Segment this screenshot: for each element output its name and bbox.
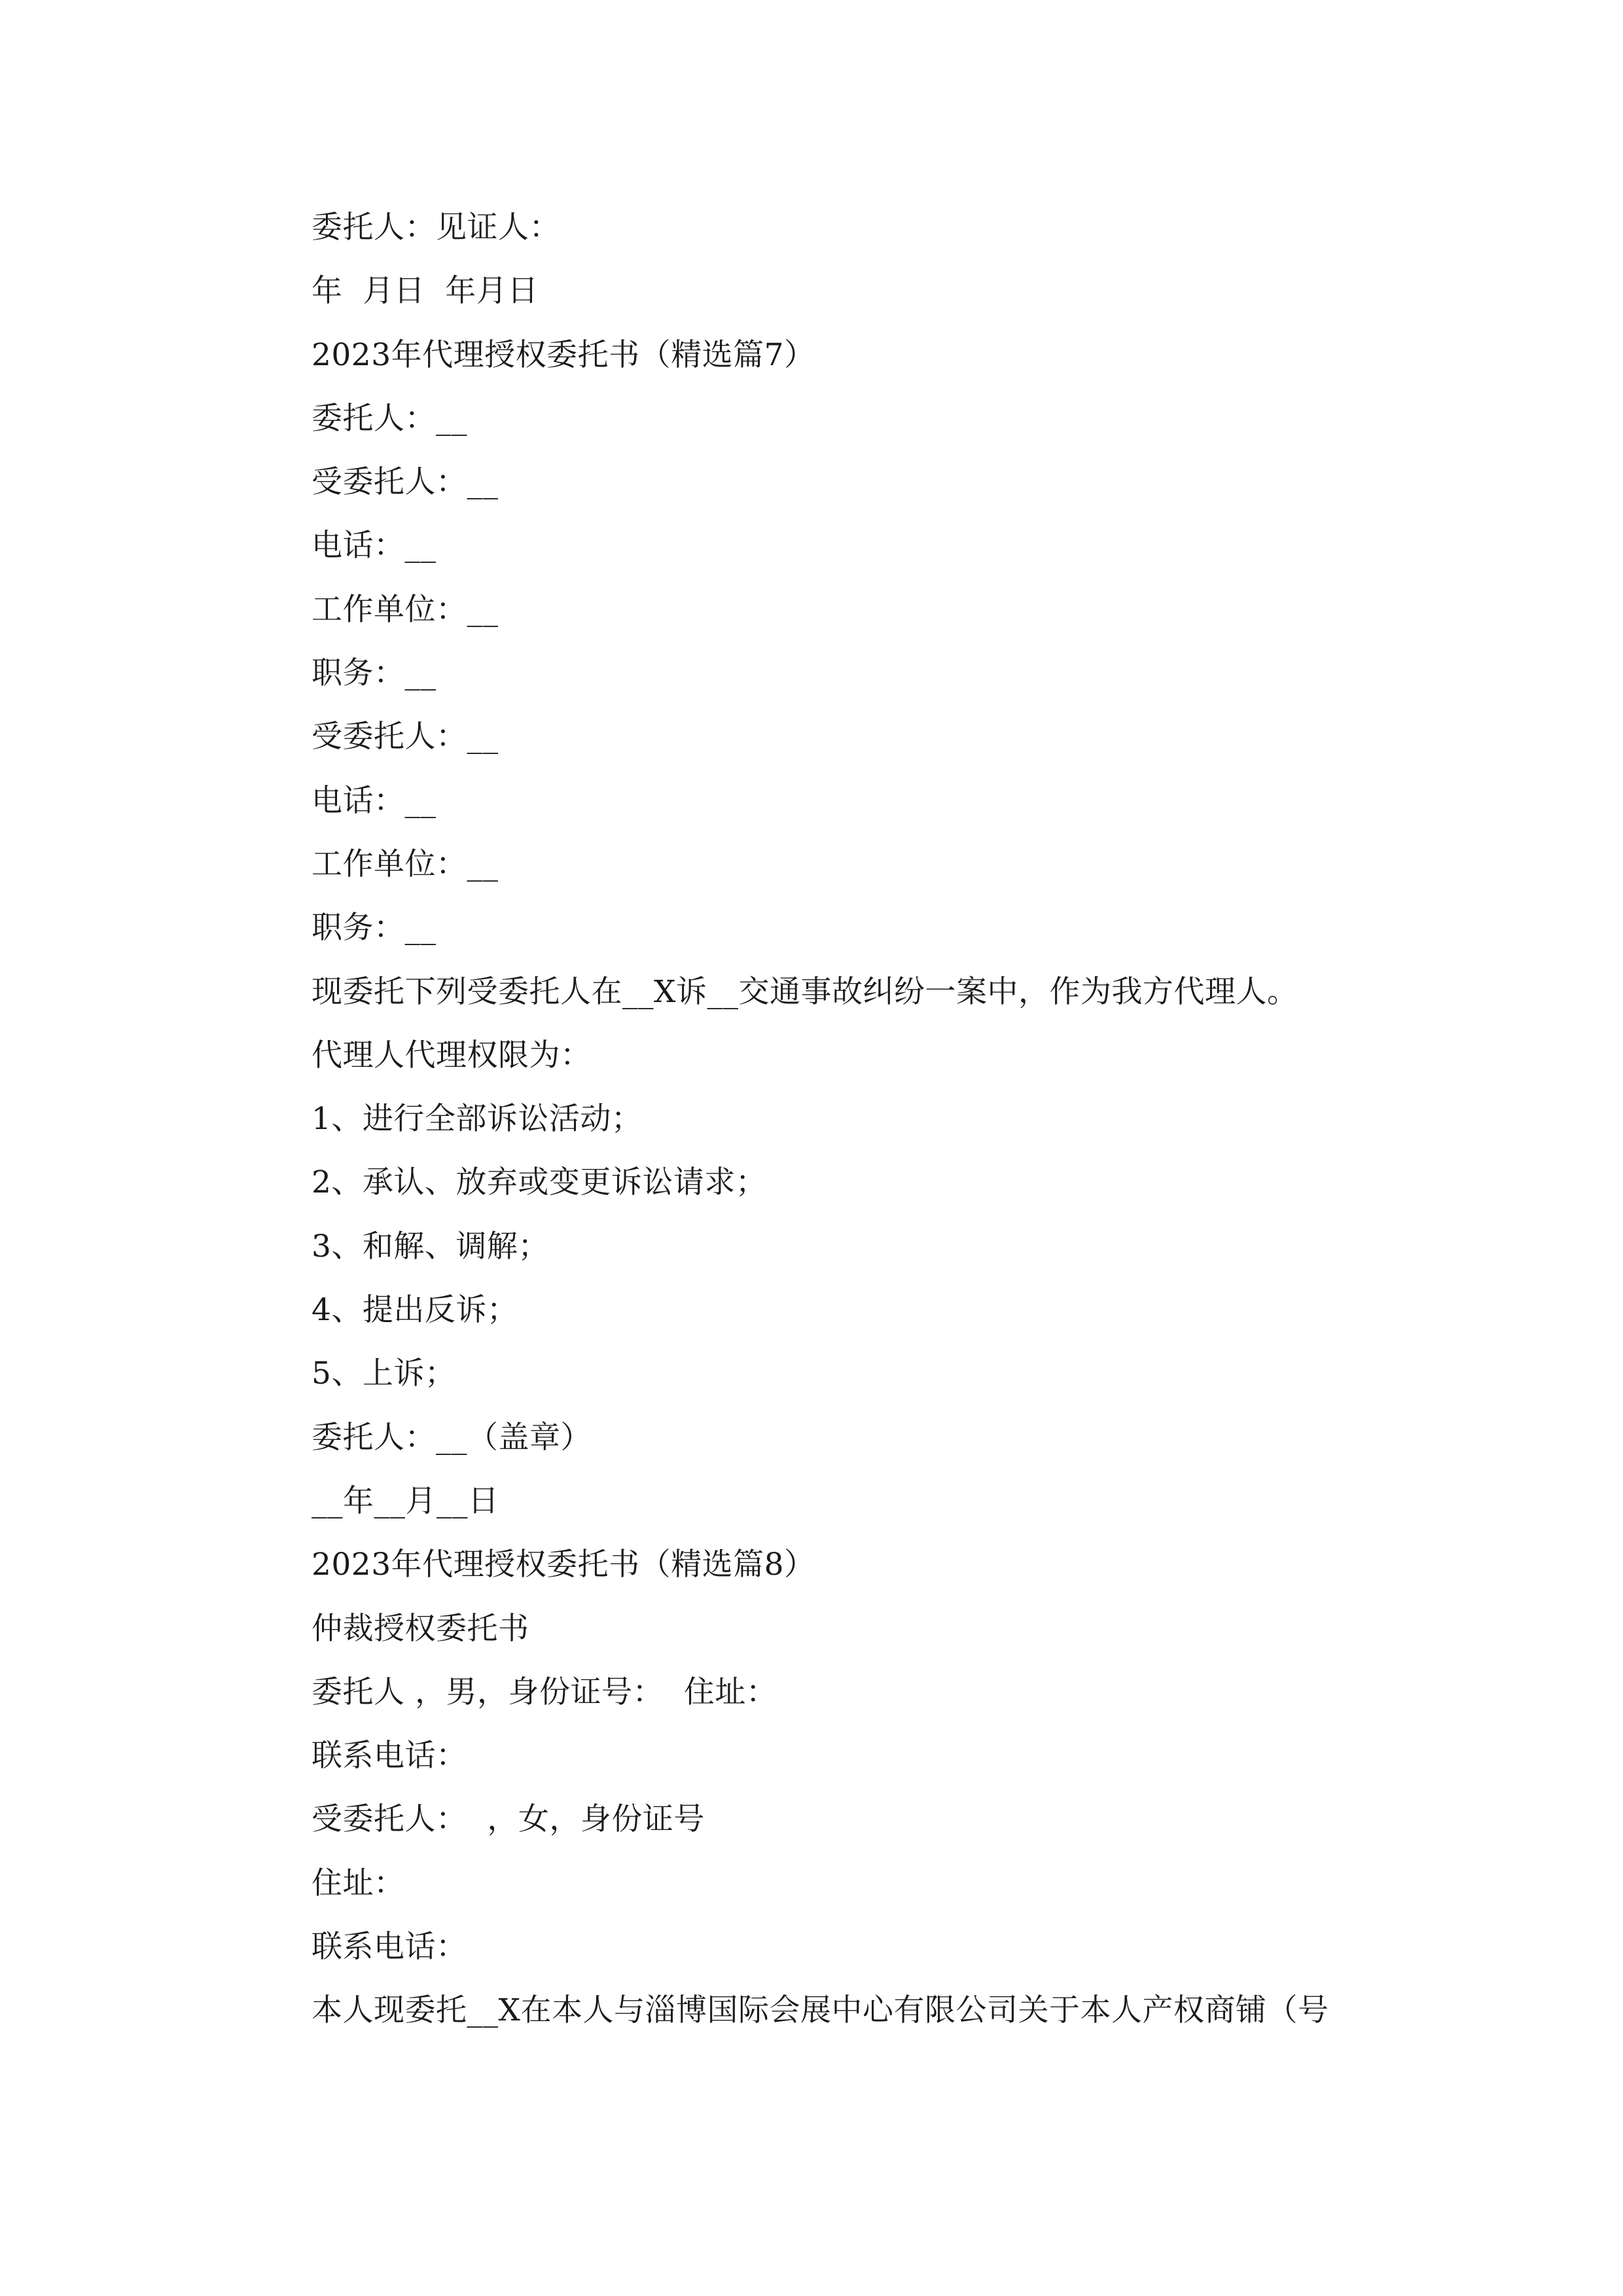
list-item: 4、提出反诉； bbox=[312, 1292, 518, 1329]
text-line: 住址： bbox=[312, 1865, 405, 1901]
text-line: 委托人 ，男，身份证号： 住址： bbox=[312, 1674, 777, 1710]
section-title: 2023年代理授权委托书（精选篇8） bbox=[312, 1547, 815, 1583]
text-line: 现委托下列受委托人在__X诉__交通事故纠纷一案中，作为我方代理人。 bbox=[312, 973, 1298, 1010]
document-body bbox=[312, 203, 1424, 2050]
list-item: 2、承认、放弃或变更诉讼请求； bbox=[312, 1164, 767, 1201]
list-item: 1、进行全部诉讼活动； bbox=[312, 1101, 643, 1138]
text-line: 受委托人：__ bbox=[312, 464, 499, 501]
text-line: 联系电话： bbox=[312, 1738, 467, 1774]
text-line: 职务：__ bbox=[312, 655, 437, 692]
subsection-title: 仲裁授权委托书 bbox=[312, 1610, 529, 1647]
date-line: __年__月__日 bbox=[312, 1482, 499, 1519]
list-item: 5、上诉； bbox=[312, 1355, 456, 1392]
text-line: 职务：__ bbox=[312, 910, 437, 946]
text-line: 电话：__ bbox=[312, 782, 437, 819]
text-line: 受委托人：__ bbox=[312, 719, 499, 755]
text-line: 联系电话： bbox=[312, 1929, 467, 1965]
text-line: 委托人：__（盖章） bbox=[312, 1419, 592, 1456]
list-item: 3、和解、调解； bbox=[312, 1228, 549, 1265]
text-line: 本人现委托__X在本人与淄博国际会展中心有限公司关于本人产权商铺（号 bbox=[312, 1992, 1329, 2029]
text-line: 工作单位：__ bbox=[312, 591, 499, 628]
text-line: 代理人代理权限为： bbox=[312, 1037, 592, 1073]
text-line: 委托人：__ bbox=[312, 400, 467, 437]
text-line: 工作单位：__ bbox=[312, 846, 499, 882]
section-title: 2023年代理授权委托书（精选篇7） bbox=[312, 336, 815, 373]
text-line: 年 月日 年月日 bbox=[312, 273, 539, 310]
text-line: 委托人：见证人： bbox=[312, 209, 560, 245]
text-line: 电话：__ bbox=[312, 528, 437, 564]
text-line: 受委托人： ，女，身份证号 bbox=[312, 1801, 705, 1838]
